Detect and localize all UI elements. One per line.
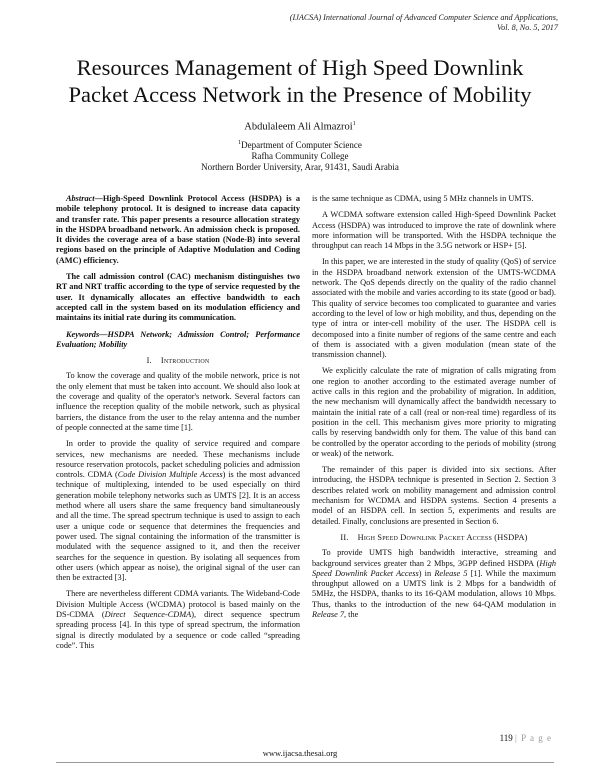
paper-title-line1: Resources Management of High Speed Downlink [76, 55, 524, 80]
right-p5-d: , the [344, 609, 359, 619]
author-sup: 1 [352, 121, 356, 127]
journal-header-line2: Vol. 8, No. 5, 2017 [497, 23, 558, 32]
section-heading-2 [312, 533, 556, 543]
intro-p3-a: There are nevertheless different CDMA variants. The Wideband-Code Division Multiple Access (WCDMA) protocol is based mainly on the DS-CDMA ( [56, 589, 300, 619]
intro-p3-b: ), direct sequence spectrum spreading process [4]. In this type of spread spectrum, the information signal is directly modulated by a sequence or code called “spreading code”. This [56, 609, 300, 650]
affil-line1: Department of Computer Science [241, 140, 362, 150]
abstract-label: Abstract [66, 194, 95, 203]
journal-header [138, 13, 558, 33]
affiliation [0, 138, 600, 173]
abstract-p2: The call admission control (CAC) mechanism distinguishes two RT and NRT traffic according to the type of service requested by the user. It dynamically allocates an effective bandwidth to each accepted call in the system based on its modulation efficiency and maintains its initial rate during its communication. [56, 272, 300, 323]
intro-p1: To know the coverage and quality of the mobile network, price is not the only element that must be taken into account. We should also look at the coverage and quality of the operator's network. Several factors can influence the reception quality of the mobile network, such as physical barriers, the distance from the user to the relay antenna and the number of people connected at the same time [1]. [56, 371, 300, 432]
affil-line2: Rafha Community College [251, 151, 349, 161]
intro-p3-italic: Direct Sequence-CDMA [104, 609, 192, 619]
paper-title-line2: Packet Access Network in the Presence of Mobility [68, 82, 532, 107]
right-p1: A WCDMA software extension called High-Speed Downlink Packet Access (HSDPA) was introduced to improve the rate of downlink where more information will be transported. With the HSDPA technique the throughput can reach 14 Mbps in the 3.5G network or HSP+ [5]. [312, 210, 556, 251]
paper-title [30, 54, 570, 108]
section-1-title: Introduction [160, 356, 210, 366]
page-number-value: 119 [499, 733, 513, 743]
author [0, 121, 600, 133]
section-2-abbr: (HSDPA) [494, 532, 528, 542]
right-column [312, 194, 556, 626]
right-p5-italic-3: Release 7 [312, 609, 345, 619]
page-label: | P a g e [515, 733, 552, 743]
right-p5-b: ) in [418, 568, 435, 578]
intro-p2-b: ) is the most advanced technique of multiplexing, intended to be used especially on third generation mobile telephony networks such as UMTS [2]. It is an access method where all users share the same frequency band simultaneously and all the time. The spread spectrum technique is used to assign to each user a unique code or sequence that determines the frequencies and power used. The signal containing the information of the transmitter is modulated with the sequence assigned to it, and then the receiver searches for the sequence in question. By isolating all sequences from other users (which appear as noise), the original signal of the user can then be extracted [3]. [56, 470, 300, 583]
keywords: Keywords—HSDPA Network; Admission Control; Performance Evaluation; Mobility [56, 329, 300, 349]
right-p3: We explicitly calculate the rate of migration of calls migrating from one region to another according to the estimated average number of active calls in this region and the probability of migration. In addition, the new mechanism will dynamically affect the bandwidth necessary to maintain the initial rate of a call (real or non-real time) regardless of its position in the cell. This mechanism gives more priority to migrating calls by reserving bandwidth only for them. The value of this band can be controlled by the operator according to the periods of mobility (strong or weak) of the network. [312, 366, 556, 458]
section-1-num: I. [146, 356, 152, 366]
intro-p2-a: In order to provide the quality of service required and compare services, new mechanisms are needed. These mechanisms include resource reservation protocols, packet scheduling policies and admission controls. CDMA ( [56, 439, 300, 480]
affil-sup: 1 [238, 140, 242, 146]
right-p5 [312, 548, 556, 620]
intro-p2-italic: Code Division Multiple Access [117, 470, 223, 480]
intro-p3 [56, 589, 300, 651]
right-p0: is the same technique as CDMA, using 5 MHz channels in UMTS. [312, 194, 534, 203]
abstract-text-1: —High-Speed Downlink Protocol Access (HSDPA) is a mobile telephony protocol. It is designed to increase data capacity and transfer rate. This paper presents a resource allocation strategy in the HSDPA broadband network. An admission check is proposed. It divides the coverage area of a base station (Node-B) into several regions based on the principle of Adaptive Modulation and Coding (AMC) efficiency. [56, 194, 300, 265]
right-p5-a: To provide UMTS high bandwidth interactive, streaming and background services greater than 2 Mbps, 3GPP defined HSDPA ( [312, 548, 556, 568]
affil-line3: Northern Border University, Arar, 91431, Saudi Arabia [201, 162, 399, 172]
section-heading-1 [56, 356, 300, 366]
section-2-num: II. [340, 532, 349, 542]
abstract-p1 [56, 194, 300, 266]
right-p5-c: [1]. While the maximum throughput allowed on a UMTS link is 2 Mbps for a bandwidth of 5MHz, the HSDPA, thanks to its 16-QAM modulation, allows 10 Mbps. Thus, thanks to the introduction of the new 64-QAM modulation in [312, 568, 556, 609]
section-2-title: High Speed Downlink Packet Access [357, 532, 492, 542]
footer-divider [56, 762, 554, 763]
right-p5-italic-1: High Speed Downlink Packet Access [312, 558, 556, 578]
intro-p2 [56, 439, 300, 583]
left-column [56, 194, 300, 657]
right-p4: The remainder of this paper is divided into six sections. After introducing, the HSDPA technique is presented in Section 2. Section 3 describes related work on mobility management and admission control mechanism for WCDMA and HSDPA systems. Section 4 presents a model of an HSDPA cell. In section 5, experiments and results are detailed. Finally, conclusions are presented in Section 6. [312, 465, 556, 526]
right-p2: In this paper, we are interested in the study of quality (QoS) of service in the HSDPA broadband network extension of the UMTS-WCDMA network. The QoS depends directly on the quality of the radio channel associated with the mobile and varies according to its state (good or bad). This quality of service becomes too complicated to guarantee and varies according to the level of low or high mobility, and thus, depending on the type of intra or inter-cell mobility of the user. The HSDPA cell is decomposed into a finite number of regions of the same centre and each of them is associated with a given modulation (mean state of the transmission channel). [312, 257, 556, 360]
page-number [500, 733, 552, 743]
journal-header-line1: (IJACSA) International Journal of Advanced Computer Science and Applications, [289, 13, 558, 22]
footer-url: www.ijacsa.thesai.org [262, 748, 338, 758]
right-p5-italic-2: Release 5 [434, 568, 468, 578]
author-name: Abdulaleem Ali Almazroi [244, 121, 353, 133]
